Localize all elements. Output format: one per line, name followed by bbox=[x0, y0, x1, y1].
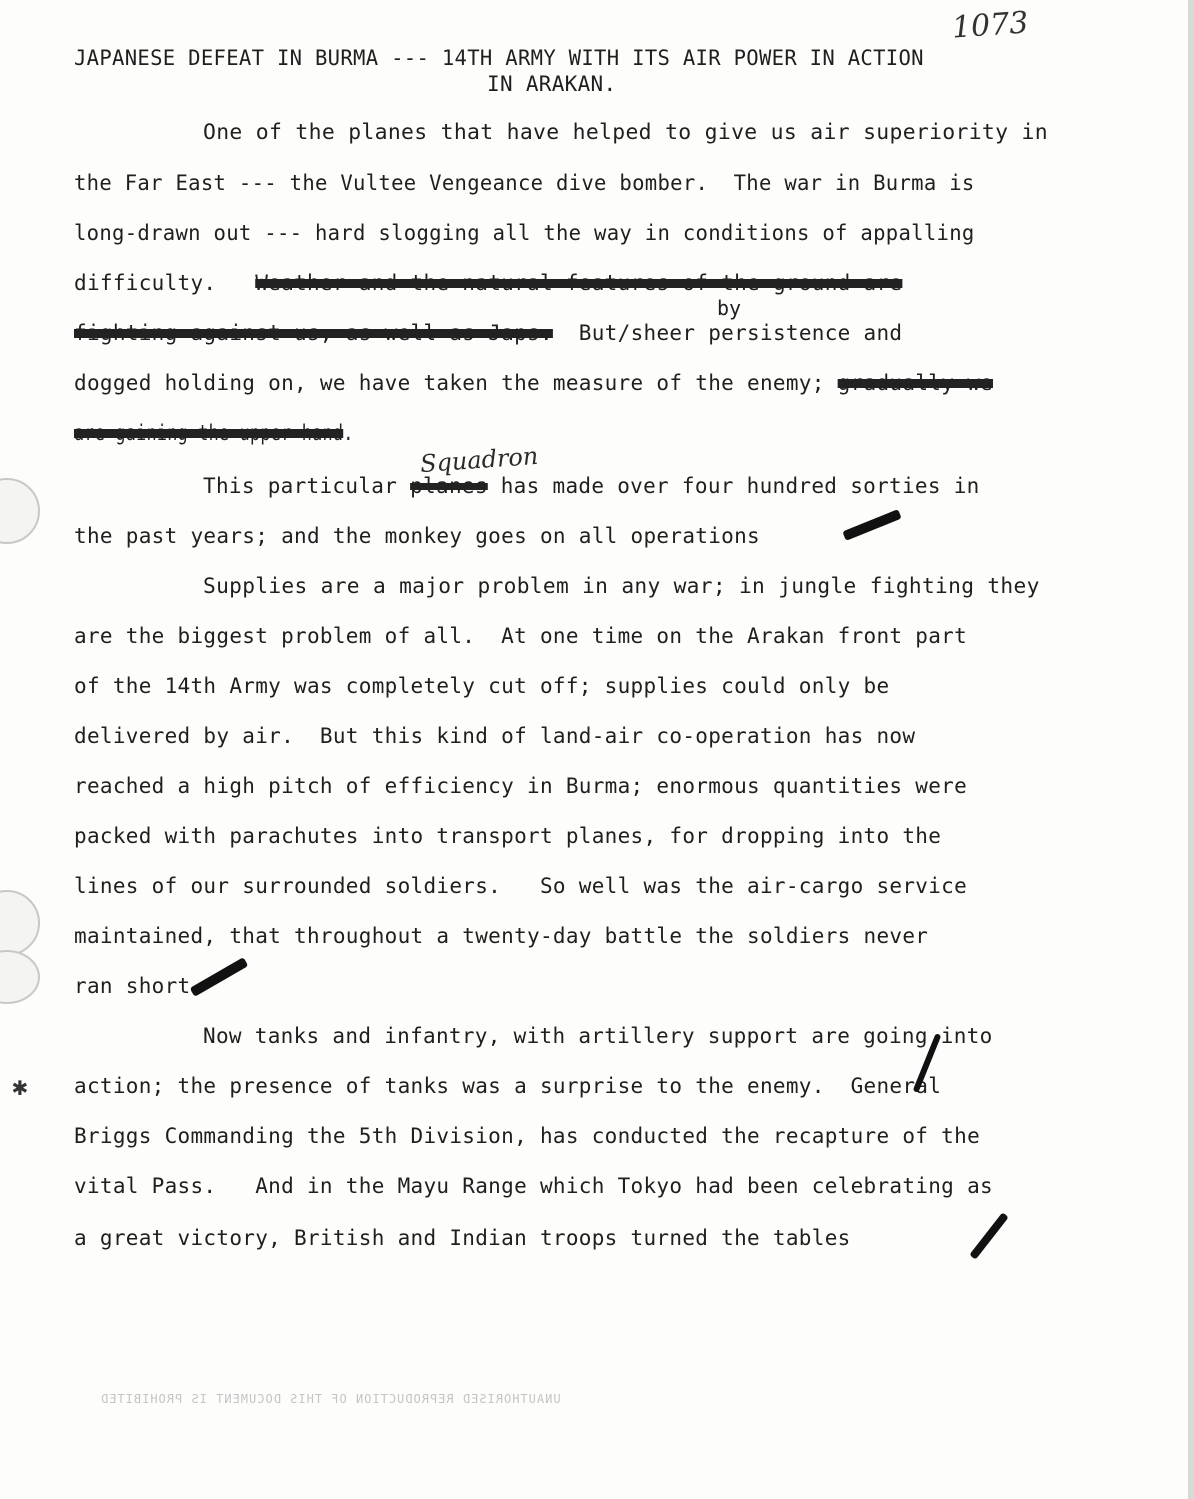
title-line-2: IN ARAKAN. bbox=[487, 72, 617, 96]
margin-ink-mark: ✱ bbox=[12, 1072, 28, 1102]
punch-hole bbox=[0, 950, 40, 1004]
handwritten-squadron: Squadron bbox=[419, 441, 540, 479]
para1-line-1: One of the planes that have helped to give us air superiority in bbox=[203, 120, 1048, 144]
dogged-text: dogged holding on, we have taken the measure of the enemy; bbox=[74, 371, 825, 395]
para1-line-3: long-drawn out --- hard slogging all the way in conditions of appalling bbox=[74, 221, 975, 245]
para1-line-4 bbox=[74, 271, 902, 295]
struck-gradually-text: gradually we bbox=[837, 371, 993, 395]
para3-line-4: delivered by air. But this kind of land-air co-operation has now bbox=[74, 724, 916, 748]
para1-line-5 bbox=[74, 321, 902, 345]
persistence-text: But/sheer persistence and bbox=[578, 321, 903, 345]
para3-line-5: reached a high pitch of efficiency in Burma; enormous quantities were bbox=[74, 774, 968, 798]
pen-slash-mark bbox=[190, 957, 249, 997]
struck-upper-hand-text: are gaining the upper hand bbox=[74, 421, 344, 445]
para1-period: . bbox=[343, 421, 354, 445]
para3-line-8: maintained, that throughout a twenty-day battle the soldiers never bbox=[74, 924, 929, 948]
para2-line-2: the past years; and the monkey goes on all operations bbox=[74, 524, 760, 548]
para1-line-2: the Far East --- the Vultee Vengeance dive bomber. The war in Burma is bbox=[74, 171, 975, 195]
struck-planes-text: planes bbox=[410, 474, 488, 498]
sorties-text: has made over four hundred sorties in bbox=[500, 474, 980, 498]
para4-line-4: vital Pass. And in the Mayu Range which Tokyo had been celebrating as bbox=[74, 1174, 993, 1198]
para1-line-7 bbox=[74, 421, 354, 445]
page-number: 1073 bbox=[950, 5, 1030, 46]
inserted-by-word: by bbox=[717, 296, 742, 320]
para4-line-3: Briggs Commanding the 5th Division, has conducted the recapture of the bbox=[74, 1124, 981, 1148]
para4-line-5: a great victory, British and Indian troops turned the tables bbox=[74, 1226, 851, 1250]
page-edge-shadow bbox=[1188, 0, 1194, 1499]
struck-fighting-text: fighting against us, as well as Japs. bbox=[74, 321, 553, 345]
para3-line-6: packed with parachutes into transport planes, for dropping into the bbox=[74, 824, 942, 848]
difficulty-text: difficulty. bbox=[74, 271, 217, 295]
para3-line-1: Supplies are a major problem in any war; in jungle fighting they bbox=[203, 574, 1040, 598]
punch-hole bbox=[0, 890, 40, 956]
para2-line-1 bbox=[203, 474, 980, 498]
punch-hole bbox=[0, 478, 40, 544]
para4-line-1: Now tanks and infantry, with artillery support are going into bbox=[203, 1024, 993, 1048]
para3-line-3: of the 14th Army was completely cut off; supplies could only be bbox=[74, 674, 890, 698]
struck-weather-text: Weather and the natural features of the ground are bbox=[255, 271, 903, 295]
title-line-1: JAPANESE DEFEAT IN BURMA --- 14TH ARMY WITH ITS AIR POWER IN ACTION bbox=[74, 46, 924, 70]
particular-text: This particular bbox=[203, 474, 398, 498]
para3-line-9: ran short bbox=[74, 974, 191, 998]
faded-footer-stamp: UNAUTHORISED REPRODUCTION OF THIS DOCUMENT IS PROHIBITED bbox=[100, 1392, 561, 1406]
para4-line-2: action; the presence of tanks was a surprise to the enemy. General bbox=[74, 1074, 942, 1098]
para1-line-6 bbox=[74, 371, 993, 395]
pen-slash-mark bbox=[842, 509, 901, 541]
para3-line-7: lines of our surrounded soldiers. So well was the air-cargo service bbox=[74, 874, 968, 898]
para3-line-2: are the biggest problem of all. At one time on the Arakan front part bbox=[74, 624, 968, 648]
pen-slash-mark bbox=[969, 1212, 1009, 1259]
